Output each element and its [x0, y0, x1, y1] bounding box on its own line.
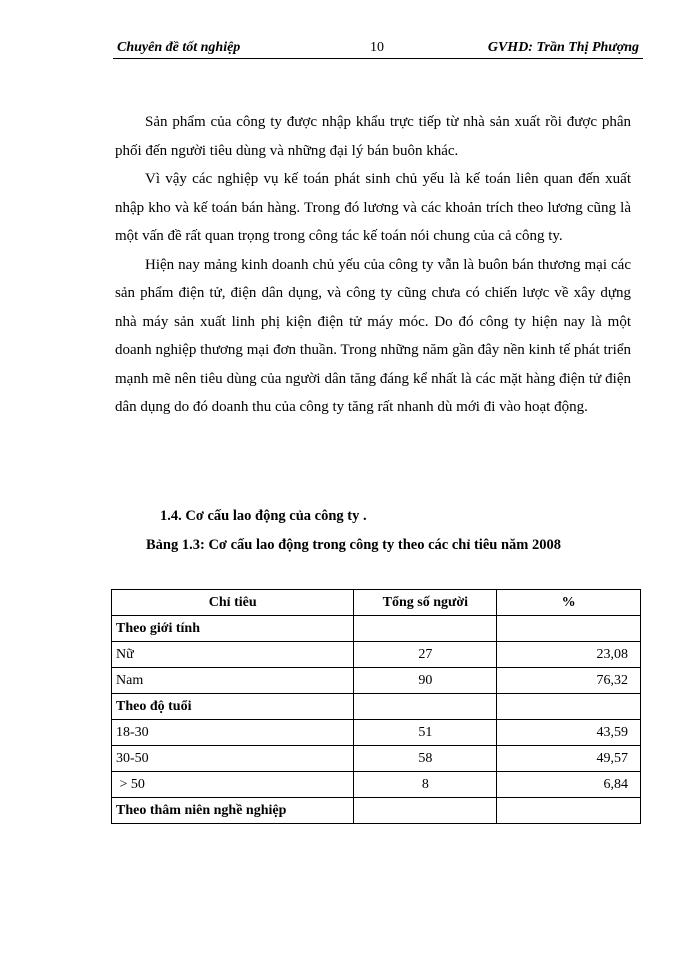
row-count — [354, 798, 497, 824]
table-row — [112, 616, 641, 642]
row-label: Theo thâm niên nghề nghiệp — [112, 798, 354, 824]
paragraph: Sản phẩm của công ty được nhập khẩu trực tiếp từ nhà sản xuất rồi được phân phối đến người tiêu dùng và những đại lý bán buôn khác. — [115, 114, 631, 159]
page-number: 10 — [370, 40, 384, 55]
labor-structure-table — [111, 589, 641, 824]
header-rule — [113, 58, 643, 59]
section-title: 1.4. Cơ cấu lao động của công ty . — [160, 508, 367, 524]
row-count: 27 — [354, 642, 497, 668]
table-header-row — [112, 590, 641, 616]
header-criteria: Chỉ tiêu — [112, 590, 354, 616]
row-label: 18-30 — [112, 720, 354, 746]
row-count: 8 — [354, 772, 497, 798]
paragraph: Vì vậy các nghiệp vụ kế toán phát sinh chủ yếu là kế toán liên quan đến xuất nhập kho và kế toán bán hàng. Trong đó lương và các khoản trích theo lương cũng là một vấn đề rất quan trọng trong công tác kế toán nói chung của cả công ty. — [115, 171, 631, 244]
row-percent: 23,08 — [497, 642, 641, 668]
row-percent: 49,57 — [497, 746, 641, 772]
row-label: > 50 — [112, 772, 354, 798]
row-percent: 43,59 — [497, 720, 641, 746]
body-text — [115, 108, 631, 422]
header-thesis-title: Chuyên đề tốt nghiệp — [117, 40, 241, 55]
table-row — [112, 642, 641, 668]
row-count: 58 — [354, 746, 497, 772]
row-label: Nam — [112, 668, 354, 694]
row-percent: 76,32 — [497, 668, 641, 694]
page-header — [113, 40, 643, 60]
table-row — [112, 746, 641, 772]
row-count — [354, 694, 497, 720]
row-label: Nữ — [112, 642, 354, 668]
row-percent — [497, 694, 641, 720]
row-count — [354, 616, 497, 642]
paragraph: Hiện nay mảng kinh doanh chủ yếu của công ty vẫn là buôn bán thương mại các sản phẩm điện tử, điện dân dụng, và công ty cũng chưa có chiến lược về xây dựng nhà máy sản xuất linh phị kiện điện tử máy móc. Do đó công ty hiện nay là một doanh nghiệp thương mại đơn thuần. Trong những năm gần đây nền kinh tế phát triển mạnh mẽ nên tiêu dùng của người dân tăng đáng kể nhất là các mặt hàng điện tử điện dân dụng do đó doanh thu của công ty tăng rất nhanh dù mới đi vào hoạt động. — [115, 256, 631, 415]
header-total: Tổng số người — [354, 590, 497, 616]
table-row — [112, 668, 641, 694]
row-label: Theo độ tuổi — [112, 694, 354, 720]
table-row — [112, 798, 641, 824]
table-row — [112, 772, 641, 798]
row-percent: 6,84 — [497, 772, 641, 798]
row-percent — [497, 798, 641, 824]
row-label: 30-50 — [112, 746, 354, 772]
table-row — [112, 720, 641, 746]
header-percent: % — [497, 590, 641, 616]
table-caption: Bảng 1.3: Cơ cấu lao động trong công ty theo các chỉ tiêu năm 2008 — [146, 537, 561, 553]
table-row — [112, 694, 641, 720]
row-label: Theo giới tính — [112, 616, 354, 642]
row-count: 51 — [354, 720, 497, 746]
row-count: 90 — [354, 668, 497, 694]
row-percent — [497, 616, 641, 642]
header-advisor: GVHD: Trần Thị Phượng — [487, 40, 639, 55]
